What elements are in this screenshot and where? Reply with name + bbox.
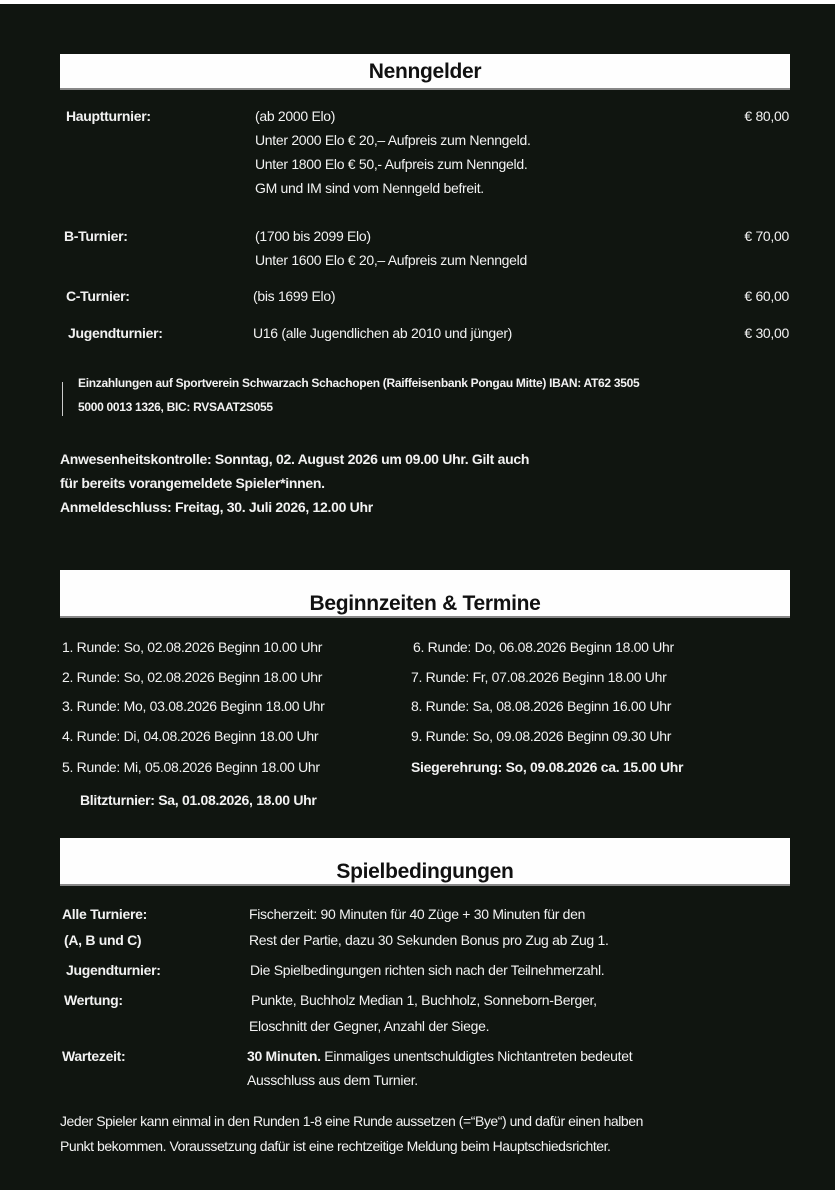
fee-desc: (1700 bis 2099 Elo) (255, 228, 371, 244)
round-item: 9. Runde: So, 09.08.2026 Beginn 09.30 Uhr (411, 728, 672, 744)
section-title: Spielbedingungen (336, 860, 514, 883)
notice: für bereits vorangemeldete Spieler*innen. (60, 475, 325, 491)
cond-label: Alle Turniere: (62, 906, 148, 922)
cond-text: Eloschnitt der Gegner, Anzahl der Siege. (249, 1018, 490, 1034)
notice: Anwesenheitskontrolle: Sonntag, 02. August 2026 um 09.00 Uhr. Gilt auch (60, 451, 530, 467)
fee-label: B-Turnier: (64, 228, 128, 244)
cond-text (247, 1047, 632, 1065)
cond-text: Ausschluss aus dem Turnier. (247, 1072, 418, 1088)
fee-label: C-Turnier: (66, 288, 130, 304)
fee-price: € 70,00 (744, 228, 789, 244)
cond-label: Jugendturnier: (66, 962, 161, 978)
cond-text: Rest der Partie, dazu 30 Sekunden Bonus pro Zug ab Zug 1. (249, 932, 609, 948)
fee-price: € 80,00 (744, 108, 789, 124)
fee-desc: GM und IM sind vom Nenngeld befreit. (255, 180, 484, 196)
cond-label: (A, B und C) (64, 932, 142, 948)
section-title: Beginnzeiten & Termine (309, 592, 541, 615)
fee-desc: Unter 1800 Elo € 50,- Aufpreis zum Nenngeld. (255, 156, 528, 172)
cond-label: Wartezeit: (62, 1048, 126, 1064)
bank-info: Einzahlungen auf Sportverein Schwarzach Schachopen (Raiffeisenbank Pongau Mitte) IBAN: AT62 3505 (78, 376, 640, 390)
fee-price: € 60,00 (744, 288, 789, 304)
fee-desc: (bis 1699 Elo) (253, 288, 336, 304)
fee-desc: U16 (alle Jugendlichen ab 2010 und jünger) (253, 325, 513, 341)
cond-text: Die Spielbedingungen richten sich nach der Teilnehmerzahl. (250, 962, 605, 978)
deadline: Anmeldeschluss: Freitag, 30. Juli 2026, 12.00 Uhr (60, 499, 373, 515)
section-header-termine (60, 570, 790, 618)
round-item: 2. Runde: So, 02.08.2026 Beginn 18.00 Uhr (62, 669, 323, 685)
footer-text: Jeder Spieler kann einmal in den Runden 1-8 eine Runde aussetzen (=“Bye“) und dafür einen halben (60, 1113, 643, 1129)
fee-desc: (ab 2000 Elo) (255, 108, 336, 124)
round-item: 3. Runde: Mo, 03.08.2026 Beginn 18.00 Uhr (62, 698, 325, 714)
fee-label: Jugendturnier: (68, 325, 163, 341)
footer-text: Punkt bekommen. Voraussetzung dafür ist eine rechtzeitige Meldung beim Hauptschiedsrichter. (60, 1138, 611, 1154)
cond-text: Punkte, Buchholz Median 1, Buchholz, Sonneborn-Berger, (251, 992, 597, 1008)
award-ceremony: Siegerehrung: So, 09.08.2026 ca. 15.00 Uhr (411, 759, 684, 775)
round-item: 8. Runde: Sa, 08.08.2026 Beginn 16.00 Uhr (411, 698, 672, 714)
bank-info: 5000 0013 1326, BIC: RVSAAT2S055 (78, 400, 273, 414)
fee-label: Hauptturnier: (66, 108, 151, 124)
fee-desc: Unter 2000 Elo € 20,– Aufpreis zum Nenngeld. (255, 132, 531, 148)
round-item: 5. Runde: Mi, 05.08.2026 Beginn 18.00 Uhr (62, 759, 320, 775)
wait-text: Einmaliges unentschuldigtes Nichtantreten bedeutet (320, 1048, 633, 1064)
cond-text: Fischerzeit: 90 Minuten für 40 Züge + 30 Minuten für den (249, 906, 586, 922)
round-item: 4. Runde: Di, 04.08.2026 Beginn 18.00 Uhr (62, 728, 319, 744)
section-title: Nenngelder (368, 60, 482, 83)
round-item: 7. Runde: Fr, 07.08.2026 Beginn 18.00 Uhr (411, 669, 667, 685)
section-header-nenngelder (60, 54, 790, 90)
blitz-tournament: Blitzturnier: Sa, 01.08.2026, 18.00 Uhr (80, 792, 317, 808)
round-item: 1. Runde: So, 02.08.2026 Beginn 10.00 Uhr (62, 639, 323, 655)
divider (62, 382, 63, 416)
round-item: 6. Runde: Do, 06.08.2026 Beginn 18.00 Uhr (413, 639, 674, 655)
flyer-page (0, 4, 835, 1190)
fee-price: € 30,00 (744, 325, 789, 341)
wait-time: 30 Minuten. (247, 1048, 321, 1064)
cond-label: Wertung: (64, 992, 123, 1008)
section-header-spielbedingungen (60, 838, 790, 886)
fee-desc: Unter 1600 Elo € 20,– Aufpreis zum Nenngeld (255, 252, 527, 268)
